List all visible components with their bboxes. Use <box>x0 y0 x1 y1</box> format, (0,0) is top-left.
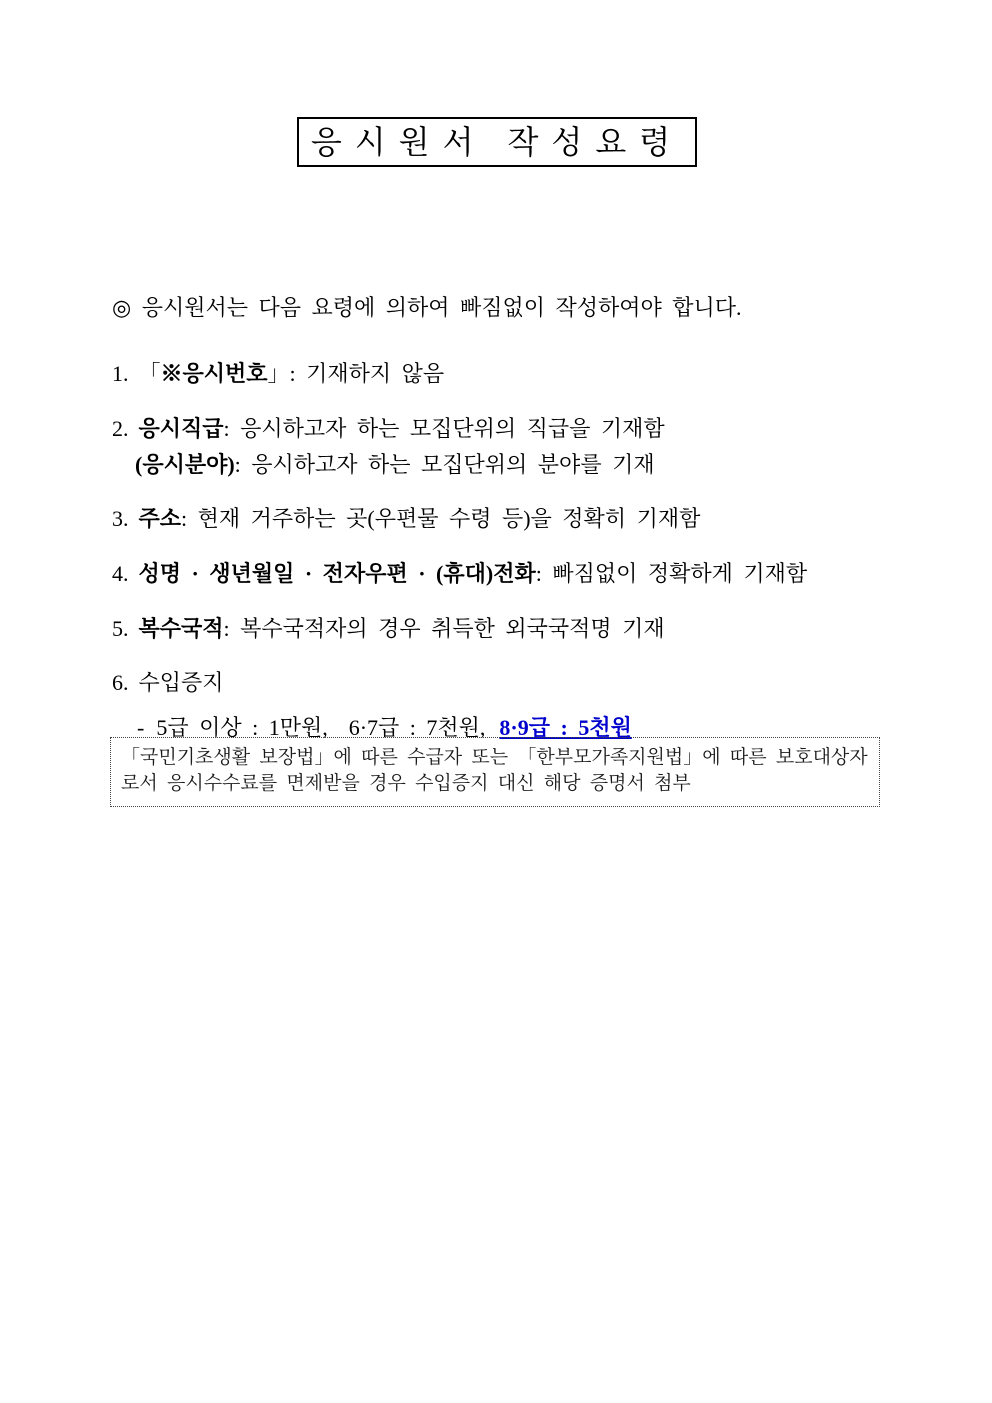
item-number: 4. <box>112 561 129 586</box>
intro-text: 응시원서는 다음 요령에 의하여 빠짐없이 작성하여야 합니다. <box>131 295 742 320</box>
item-sub-description: : 응시하고자 하는 모집단위의 분야를 기재 <box>234 452 655 477</box>
dash-bullet: - <box>137 715 145 740</box>
fee-exemption-note-box <box>110 737 880 807</box>
item-description: : 빠짐없이 정확하게 기재함 <box>535 561 808 586</box>
item-description: : 응시하고자 하는 모집단위의 직급을 기재함 <box>223 416 665 441</box>
item-bracket-close: 」 <box>267 361 290 386</box>
item-sub-label: (응시분야) <box>135 452 235 477</box>
fee-text: 5급 이상 : 1만원, 6·7급 : 7천원, <box>156 715 486 740</box>
double-circle-icon: ◎ <box>112 295 132 320</box>
item-number: 3. <box>112 506 129 531</box>
item-description: : 기재하지 않음 <box>289 361 445 386</box>
item-label: 주소 <box>138 506 182 531</box>
item-label: 응시직급 <box>138 416 224 441</box>
item-number: 1. <box>112 361 129 386</box>
item-number: 5. <box>112 616 129 641</box>
item-label: ※응시번호 <box>160 361 268 386</box>
item-label: 복수국적 <box>138 616 224 641</box>
item-bracket-open: 「 <box>138 361 161 386</box>
document-title: 응시원서 작성요령 <box>310 124 684 160</box>
item-description: : 복수국적자의 경우 취득한 외국국적명 기재 <box>223 616 665 641</box>
item-number: 6. <box>112 670 129 695</box>
fee-highlight-text: 8·9급 : 5천원 <box>499 715 632 740</box>
item-text: 수입증지 <box>138 670 224 695</box>
item-label: 성명 · 생년월일 · 전자우편 · (휴대)전화 <box>138 561 536 586</box>
fee-exemption-note-text: 「국민기초생활 보장법」에 따른 수급자 또는 「한부모가족지원법」에 따른 보호대상자로서 응시수수료를 면제받을 경우 수입증지 대신 해당 증명서 첨부 <box>121 747 868 794</box>
document-title-box <box>297 117 697 167</box>
item-number: 2. <box>112 416 129 441</box>
item-description: : 현재 거주하는 곳(우편물 수령 등)을 정확히 기재함 <box>181 506 701 531</box>
